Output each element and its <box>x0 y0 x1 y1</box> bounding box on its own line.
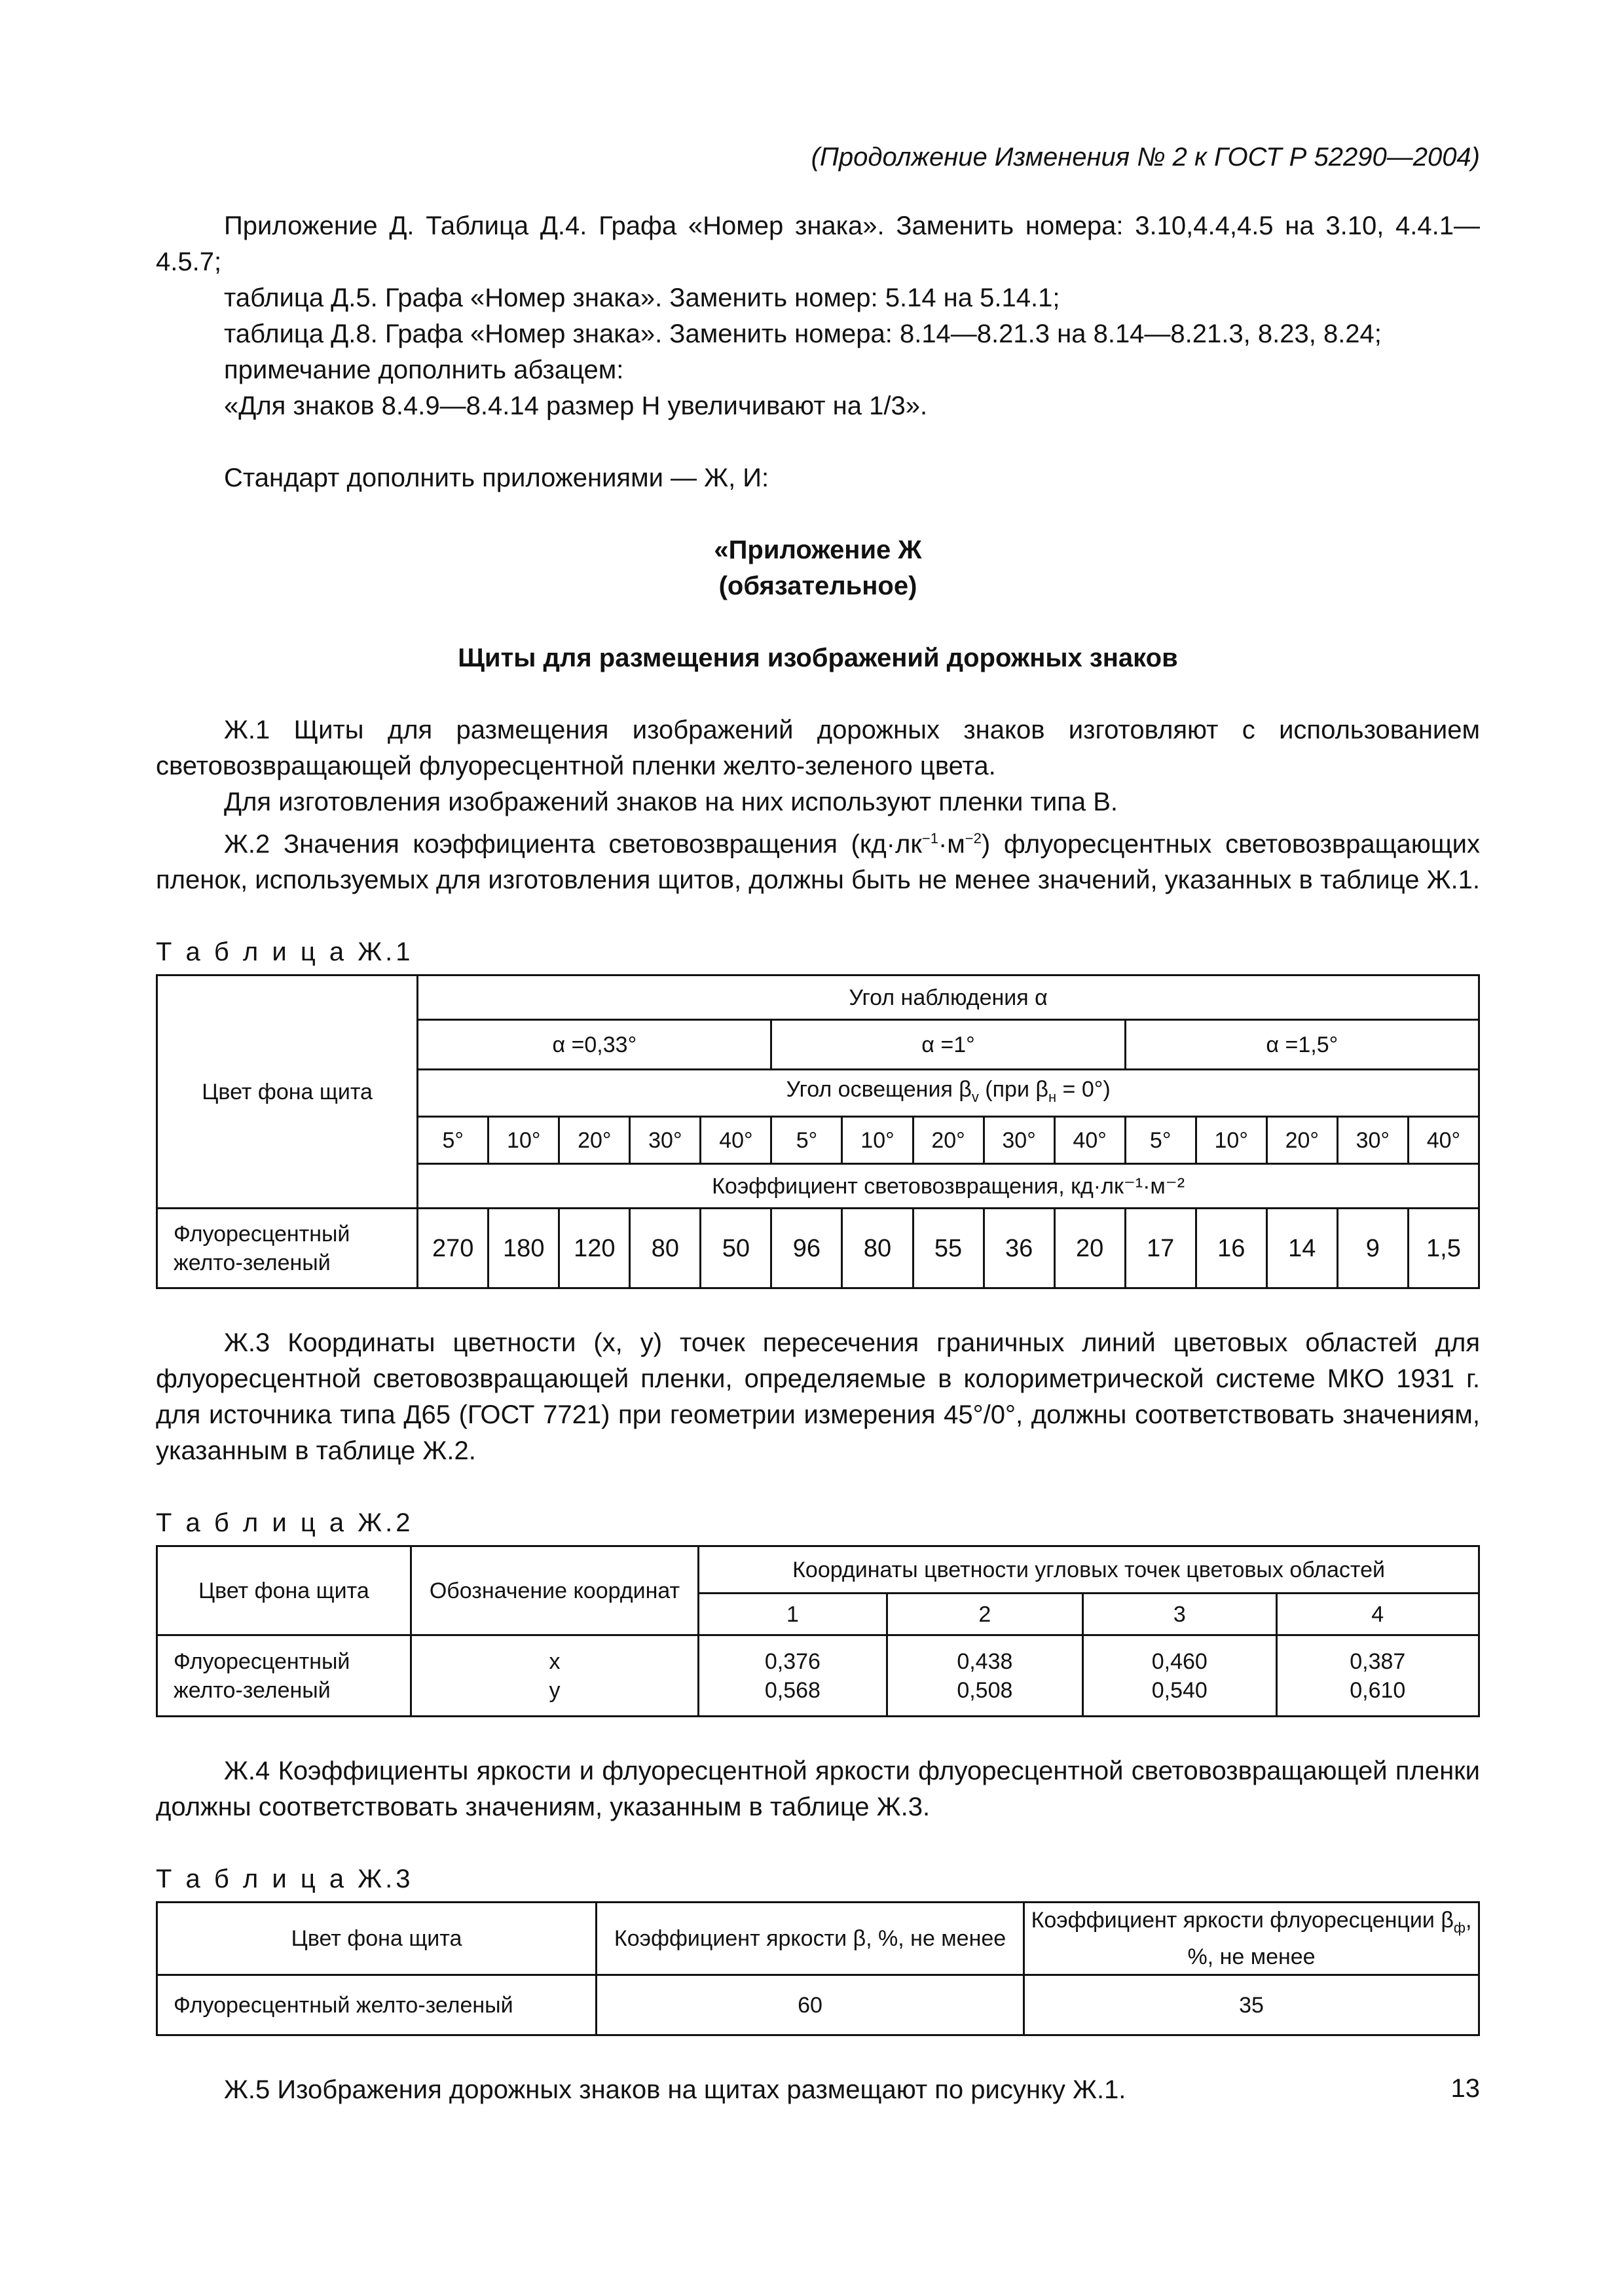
table2-col-coords: Обозначение координат <box>411 1546 698 1635</box>
table2-point: 1 <box>699 1594 887 1635</box>
table2-point-values: 0,438 0,508 <box>887 1635 1082 1717</box>
table1-alpha: α =0,33° <box>418 1020 771 1070</box>
table1-value: 270 <box>418 1209 489 1288</box>
table1-value: 1,5 <box>1408 1209 1479 1288</box>
table3-caption: Т а б л и ц а Ж.3 <box>156 1865 414 1894</box>
table1-value: 55 <box>913 1209 984 1288</box>
table2-caption: Т а б л и ц а Ж.2 <box>156 1508 414 1538</box>
table1-value: 36 <box>984 1209 1054 1288</box>
appendix-heading: Щиты для размещения изображений дорожных знаков <box>458 644 1178 672</box>
paragraph-note: примечание дополнить абзацем: <box>224 355 624 384</box>
table2-point-values: 0,460 0,540 <box>1083 1635 1276 1717</box>
table1-value: 120 <box>559 1209 630 1288</box>
table1-alpha: α =1,5° <box>1125 1020 1479 1070</box>
paragraph-zh3: Ж.3 Координаты цветности (х, у) точек пересечения граничных линий цветовых областей для флуоресцентной световозвращающей пленки, определяемые в колориметрической системе МКО 1931 г. для источника типа Д65 (ГОСТ 7721) при геометрии измерения 45°/0°, должны соответствовать значениям, указанным в таблице Ж.2. <box>156 1328 1480 1466</box>
table3-row-label: Флуоресцентный желто-зеленый <box>157 1975 597 2035</box>
paragraph-zh4: Ж.4 Коэффициенты яркости и флуоресцентной яркости флуоресцентной световозвращающей пленки должны соответствовать значениям, указанным в таблице Ж.3. <box>156 1757 1480 1822</box>
table1-value: 50 <box>701 1209 771 1288</box>
table1-value: 96 <box>771 1209 842 1288</box>
paragraph-supplement: Стандарт дополнить приложениями — Ж, И: <box>224 464 769 492</box>
table2-point-values: 0,387 0,610 <box>1276 1635 1479 1717</box>
table2-point-values: 0,376 0,568 <box>699 1635 887 1717</box>
table2-row-label: Флуоресцентный желто-зеленый <box>157 1635 411 1717</box>
table1-coef-label: Коэффициент световозвращения, кд·лк⁻¹·м⁻² <box>418 1164 1479 1209</box>
table3-col-color: Цвет фона щита <box>157 1903 597 1975</box>
table1-value: 14 <box>1266 1209 1337 1288</box>
table3-value-luminance: 60 <box>597 1975 1024 2035</box>
table1-value: 80 <box>842 1209 913 1288</box>
table1-illum-header: Угол освещения $\beta_v$ (при $\beta_н = 0^\circ$) <box>418 1070 1479 1117</box>
table2-point: 2 <box>887 1594 1082 1635</box>
table-zh3 <box>156 1901 1480 2036</box>
paragraph-zh2: Ж.2 Значения коэффициента световозвращения $(кд\cdot лк^{-1}\cdot м^{-2})$ флуоресцентных световозвращающих пленок, используемых для изготовления щитов, должны быть не менее значений, указанных в таблице Ж.1. <box>156 829 1480 895</box>
table2-point: 4 <box>1276 1594 1479 1635</box>
paragraph-appendix-d: Приложение Д. Таблица Д.4. Графа «Номер знака». Заменить номера: 3.10,4.4,4.5 на 3.10, 4.4.1—4.5.7; <box>156 211 1480 276</box>
table1-angle: 40° <box>1408 1117 1479 1164</box>
appendix-title: «Приложение Ж <box>714 536 922 564</box>
table1-angle: 20° <box>1266 1117 1337 1164</box>
table2-col-points: Координаты цветности угловых точек цветовых областей <box>699 1546 1479 1594</box>
table1-angle: 30° <box>630 1117 701 1164</box>
table2-point: 3 <box>1083 1594 1276 1635</box>
paragraph-zh5: Ж.5 Изображения дорожных знаков на щитах размещают по рисунку Ж.1. <box>224 2075 1126 2105</box>
table3-col-fluorescence: Коэффициент яркости флуоресценции $\beta_ф$, %, не менее <box>1024 1903 1479 1975</box>
paragraph-table-d5: таблица Д.5. Графа «Номер знака». Заменить номер: 5.14 на 5.14.1; <box>224 283 1060 312</box>
table1-obs-header: Угол наблюдения α <box>418 975 1479 1020</box>
table-zh1 <box>156 974 1480 1289</box>
table1-angle: 40° <box>701 1117 771 1164</box>
table-zh2 <box>156 1545 1480 1717</box>
table1-angle: 5° <box>1125 1117 1196 1164</box>
table2-col-color: Цвет фона щита <box>157 1546 411 1635</box>
table1-value: 180 <box>489 1209 559 1288</box>
table1-angle: 10° <box>842 1117 913 1164</box>
table1-value: 9 <box>1337 1209 1408 1288</box>
paragraph-quote: «Для знаков 8.4.9—8.4.14 размер Н увеличивают на 1/3». <box>224 392 928 420</box>
table1-caption: Т а б л и ц а Ж.1 <box>156 938 414 967</box>
table2-coord-names: х у <box>411 1635 698 1717</box>
table1-row-header: Цвет фона щита <box>157 975 418 1209</box>
table1-angle: 20° <box>559 1117 630 1164</box>
document-body <box>156 208 1480 2108</box>
table1-angle: 30° <box>984 1117 1054 1164</box>
table1-angle: 30° <box>1337 1117 1408 1164</box>
table1-angle: 5° <box>418 1117 489 1164</box>
paragraph-zh1-film-type: Для изготовления изображений знаков на них используют пленки типа В. <box>224 788 1118 816</box>
table3-col-luminance: Коэффициент яркости β, %, не менее <box>597 1903 1024 1975</box>
table1-value: 16 <box>1196 1209 1266 1288</box>
table1-angle: 10° <box>1196 1117 1266 1164</box>
table1-value: 17 <box>1125 1209 1196 1288</box>
table3-value-fluorescence: 35 <box>1024 1975 1479 2035</box>
table1-angle: 5° <box>771 1117 842 1164</box>
table1-alpha: α =1° <box>771 1020 1125 1070</box>
table1-value: 20 <box>1054 1209 1125 1288</box>
table1-angle: 20° <box>913 1117 984 1164</box>
table1-angle: 40° <box>1054 1117 1125 1164</box>
table1-angle: 10° <box>489 1117 559 1164</box>
running-header: (Продолжение Изменения № 2 к ГОСТ Р 52290—2004) <box>811 143 1480 172</box>
paragraph-zh1: Ж.1 Щиты для размещения изображений дорожных знаков изготовляют с использованием световозвращающей флуоресцентной пленки желто-зеленого цвета. <box>156 716 1480 780</box>
table1-row-label: Флуоресцентный желто-зеленый <box>157 1209 418 1288</box>
page-number: 13 <box>1450 2074 1480 2103</box>
table1-value: 80 <box>630 1209 701 1288</box>
appendix-subtitle: (обязательное) <box>718 572 917 600</box>
paragraph-table-d8: таблица Д.8. Графа «Номер знака». Заменить номера: 8.14—8.21.3 на 8.14—8.21.3, 8.23, 8.24; <box>224 319 1382 348</box>
